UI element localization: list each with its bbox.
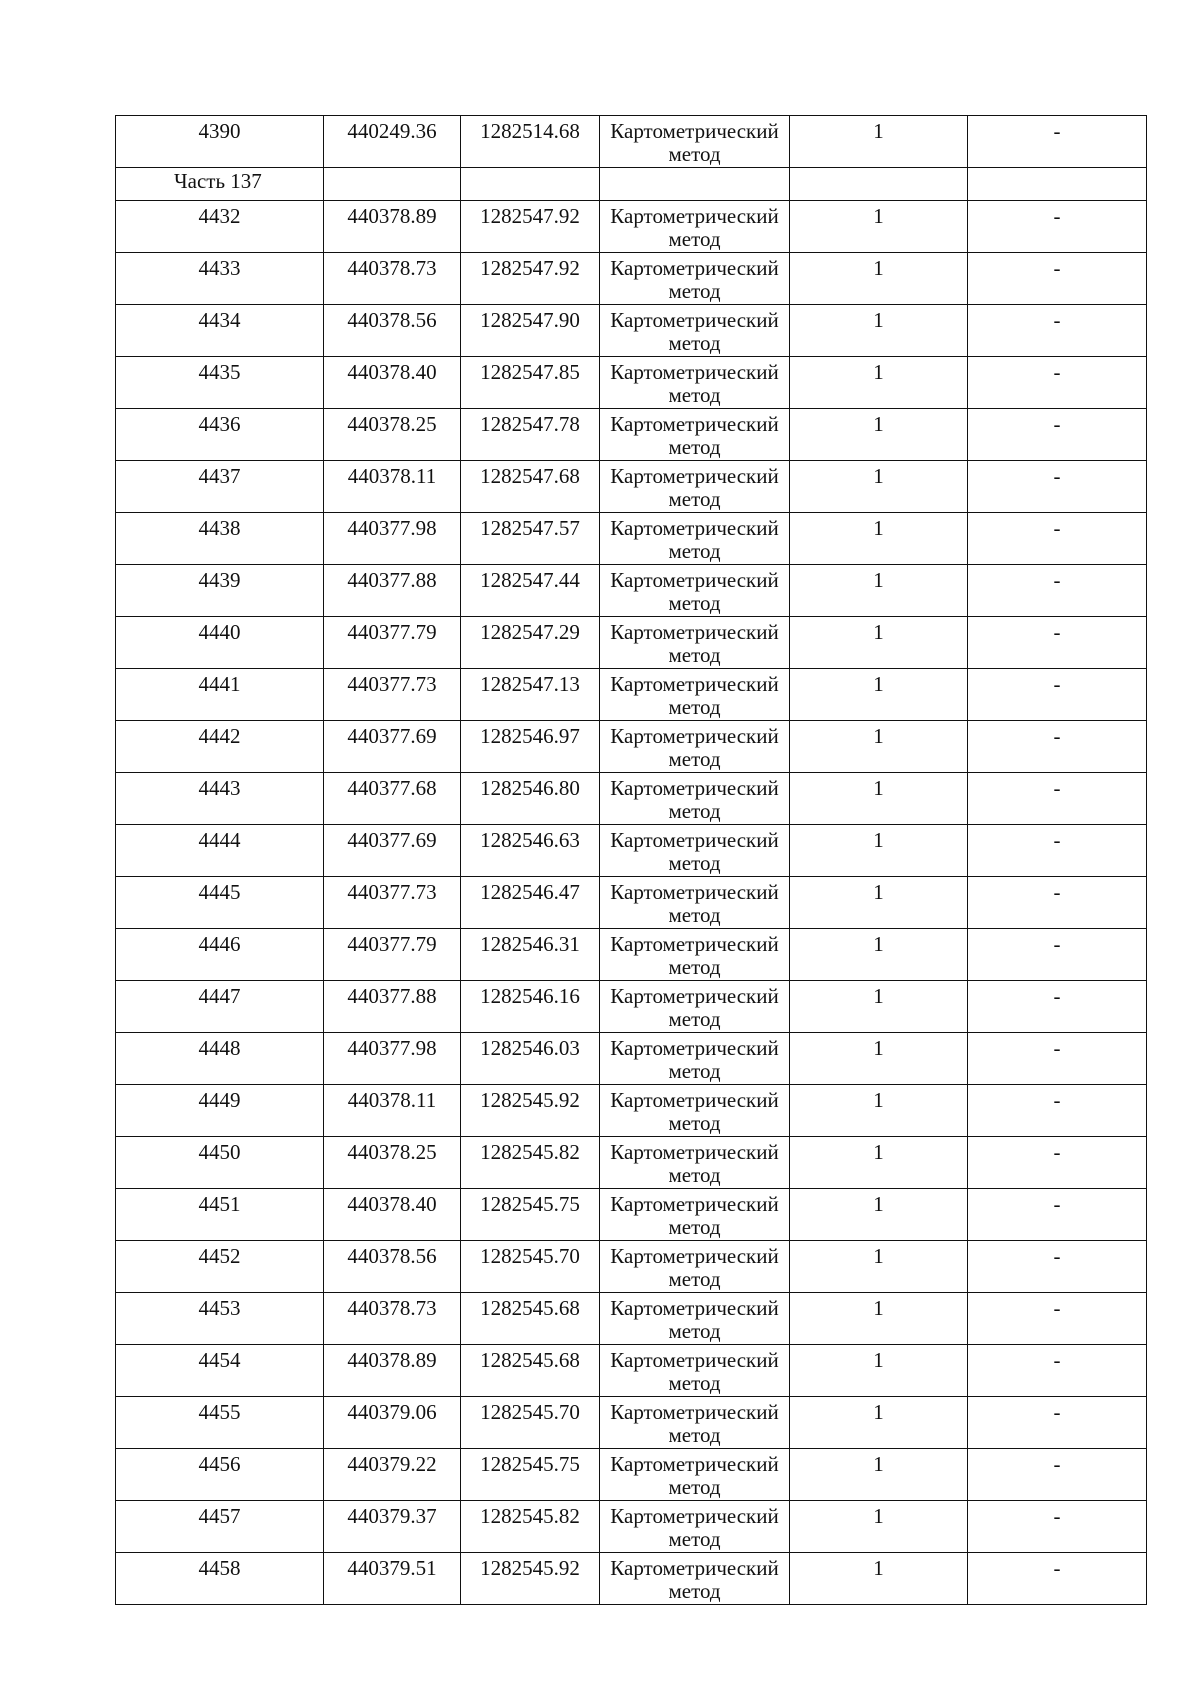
method-line2: метод [668, 1423, 721, 1447]
note: - [968, 201, 1147, 253]
accuracy: 1 [790, 877, 968, 929]
accuracy: 1 [790, 253, 968, 305]
method-line1: Картометрический [610, 1296, 779, 1320]
method-line1: Картометрический [610, 1452, 779, 1476]
note: - [968, 409, 1147, 461]
accuracy: 1 [790, 929, 968, 981]
coordinates-table-body [116, 116, 1147, 1605]
coord-y: 1282547.13 [461, 669, 600, 721]
method-cell [600, 1501, 790, 1553]
accuracy: 1 [790, 565, 968, 617]
accuracy: 1 [790, 669, 968, 721]
method-line2: метод [668, 851, 721, 875]
note: - [968, 721, 1147, 773]
coord-y: 1282547.68 [461, 461, 600, 513]
method-cell [600, 1085, 790, 1137]
method-line1: Картометрический [610, 308, 779, 332]
table-row [116, 1501, 1147, 1553]
coord-x: 440378.89 [324, 201, 461, 253]
method-line1: Картометрический [610, 1400, 779, 1424]
accuracy: 1 [790, 1189, 968, 1241]
accuracy: 1 [790, 1501, 968, 1553]
table-row [116, 617, 1147, 669]
coord-y: 1282546.31 [461, 929, 600, 981]
note: - [968, 1137, 1147, 1189]
point-number: 4446 [116, 929, 324, 981]
method-line1: Картометрический [610, 119, 779, 143]
note: - [968, 461, 1147, 513]
method-cell [600, 409, 790, 461]
method-cell [600, 201, 790, 253]
method-cell [600, 773, 790, 825]
accuracy: 1 [790, 1085, 968, 1137]
coord-x: 440378.89 [324, 1345, 461, 1397]
method-line1: Картометрический [610, 984, 779, 1008]
coord-y: 1282546.63 [461, 825, 600, 877]
method-line1: Картометрический [610, 1036, 779, 1060]
method-cell [600, 1137, 790, 1189]
method-line1: Картометрический [610, 880, 779, 904]
coord-x: 440379.37 [324, 1501, 461, 1553]
coord-x: 440378.56 [324, 305, 461, 357]
accuracy: 1 [790, 116, 968, 168]
method-line2: метод [668, 435, 721, 459]
accuracy: 1 [790, 1397, 968, 1449]
method-line1: Картометрический [610, 828, 779, 852]
method-line1: Картометрический [610, 776, 779, 800]
point-number: 4451 [116, 1189, 324, 1241]
method-line1: Картометрический [610, 256, 779, 280]
point-number: 4432 [116, 201, 324, 253]
method-cell [600, 1033, 790, 1085]
method-line2: метод [668, 1267, 721, 1291]
method-cell [600, 1241, 790, 1293]
accuracy: 1 [790, 305, 968, 357]
note: - [968, 1085, 1147, 1137]
method-cell [600, 461, 790, 513]
note: - [968, 877, 1147, 929]
method-cell [600, 513, 790, 565]
coord-x: 440378.25 [324, 1137, 461, 1189]
method-cell [600, 877, 790, 929]
empty-cell [968, 168, 1147, 201]
accuracy: 1 [790, 1293, 968, 1345]
coord-x: 440377.79 [324, 617, 461, 669]
method-line1: Картометрический [610, 932, 779, 956]
coord-y: 1282546.03 [461, 1033, 600, 1085]
note: - [968, 305, 1147, 357]
note: - [968, 1033, 1147, 1085]
method-cell [600, 253, 790, 305]
method-line1: Картометрический [610, 412, 779, 436]
accuracy: 1 [790, 1345, 968, 1397]
coord-y: 1282545.68 [461, 1345, 600, 1397]
point-number: 4435 [116, 357, 324, 409]
method-line1: Картометрический [610, 1140, 779, 1164]
note: - [968, 513, 1147, 565]
coord-y: 1282545.70 [461, 1241, 600, 1293]
coord-y: 1282545.92 [461, 1553, 600, 1605]
coord-y: 1282547.44 [461, 565, 600, 617]
table-row [116, 669, 1147, 721]
section-row [116, 168, 1147, 201]
note: - [968, 565, 1147, 617]
method-line2: метод [668, 747, 721, 771]
table-row [116, 1293, 1147, 1345]
method-line1: Картометрический [610, 516, 779, 540]
coord-y: 1282547.92 [461, 253, 600, 305]
method-line2: метод [668, 279, 721, 303]
method-cell [600, 1553, 790, 1605]
note: - [968, 929, 1147, 981]
point-number: 4442 [116, 721, 324, 773]
table-row [116, 1397, 1147, 1449]
note: - [968, 617, 1147, 669]
note: - [968, 1553, 1147, 1605]
point-number: 4450 [116, 1137, 324, 1189]
coord-x: 440377.73 [324, 669, 461, 721]
method-line2: метод [668, 142, 721, 166]
point-number: 4448 [116, 1033, 324, 1085]
table-row [116, 357, 1147, 409]
coordinates-table [115, 115, 1147, 1605]
coord-x: 440379.22 [324, 1449, 461, 1501]
method-cell [600, 1189, 790, 1241]
coord-x: 440378.73 [324, 253, 461, 305]
coord-x: 440378.11 [324, 1085, 461, 1137]
point-number: 4456 [116, 1449, 324, 1501]
coord-y: 1282546.97 [461, 721, 600, 773]
note: - [968, 669, 1147, 721]
table-row [116, 1085, 1147, 1137]
method-cell [600, 1345, 790, 1397]
method-line2: метод [668, 1475, 721, 1499]
method-cell [600, 1449, 790, 1501]
method-cell [600, 617, 790, 669]
accuracy: 1 [790, 1241, 968, 1293]
accuracy: 1 [790, 201, 968, 253]
method-line1: Картометрический [610, 464, 779, 488]
coord-x: 440378.73 [324, 1293, 461, 1345]
method-line1: Картометрический [610, 724, 779, 748]
table-row [116, 1033, 1147, 1085]
note: - [968, 1501, 1147, 1553]
coord-x: 440377.69 [324, 721, 461, 773]
coord-y: 1282547.85 [461, 357, 600, 409]
table-row [116, 116, 1147, 168]
method-cell [600, 721, 790, 773]
table-row [116, 305, 1147, 357]
method-cell [600, 669, 790, 721]
method-cell [600, 1397, 790, 1449]
table-row [116, 981, 1147, 1033]
method-cell [600, 565, 790, 617]
accuracy: 1 [790, 825, 968, 877]
coord-y: 1282547.92 [461, 201, 600, 253]
coord-x: 440378.25 [324, 409, 461, 461]
accuracy: 1 [790, 617, 968, 669]
note: - [968, 253, 1147, 305]
method-line2: метод [668, 1579, 721, 1603]
method-line1: Картометрический [610, 1556, 779, 1580]
empty-cell [461, 168, 600, 201]
coord-y: 1282547.29 [461, 617, 600, 669]
coord-x: 440377.98 [324, 1033, 461, 1085]
method-line1: Картометрический [610, 1192, 779, 1216]
point-number: 4443 [116, 773, 324, 825]
method-line2: метод [668, 383, 721, 407]
note: - [968, 1189, 1147, 1241]
coord-x: 440377.79 [324, 929, 461, 981]
table-row [116, 461, 1147, 513]
method-line2: метод [668, 799, 721, 823]
coord-y: 1282545.82 [461, 1501, 600, 1553]
coord-x: 440379.51 [324, 1553, 461, 1605]
table-row [116, 1189, 1147, 1241]
method-cell [600, 357, 790, 409]
coord-x: 440377.69 [324, 825, 461, 877]
method-line2: метод [668, 539, 721, 563]
method-line1: Картометрический [610, 1088, 779, 1112]
point-number: 4454 [116, 1345, 324, 1397]
empty-cell [324, 168, 461, 201]
coord-y: 1282545.75 [461, 1449, 600, 1501]
coord-y: 1282545.82 [461, 1137, 600, 1189]
point-number: 4453 [116, 1293, 324, 1345]
coord-y: 1282545.68 [461, 1293, 600, 1345]
coord-y: 1282546.80 [461, 773, 600, 825]
method-line2: метод [668, 591, 721, 615]
accuracy: 1 [790, 1449, 968, 1501]
coord-y: 1282546.16 [461, 981, 600, 1033]
method-line1: Картометрический [610, 360, 779, 384]
table-row [116, 513, 1147, 565]
coord-x: 440377.98 [324, 513, 461, 565]
coord-x: 440377.68 [324, 773, 461, 825]
accuracy: 1 [790, 1033, 968, 1085]
point-number: 4434 [116, 305, 324, 357]
note: - [968, 1241, 1147, 1293]
coord-y: 1282547.90 [461, 305, 600, 357]
method-line2: метод [668, 955, 721, 979]
method-line1: Картометрический [610, 672, 779, 696]
coord-y: 1282545.70 [461, 1397, 600, 1449]
method-line1: Картометрический [610, 1504, 779, 1528]
coord-y: 1282545.92 [461, 1085, 600, 1137]
note: - [968, 1397, 1147, 1449]
method-line1: Картометрический [610, 620, 779, 644]
note: - [968, 773, 1147, 825]
point-number: 4440 [116, 617, 324, 669]
method-cell [600, 305, 790, 357]
point-number: 4433 [116, 253, 324, 305]
method-cell [600, 825, 790, 877]
table-row [116, 565, 1147, 617]
coord-x: 440378.40 [324, 1189, 461, 1241]
accuracy: 1 [790, 461, 968, 513]
method-cell [600, 1293, 790, 1345]
table-row [116, 1449, 1147, 1501]
method-line1: Картометрический [610, 1244, 779, 1268]
method-cell [600, 981, 790, 1033]
method-line2: метод [668, 1215, 721, 1239]
method-line2: метод [668, 227, 721, 251]
point-number: 4437 [116, 461, 324, 513]
section-label: Часть 137 [116, 168, 324, 201]
method-line1: Картометрический [610, 1348, 779, 1372]
note: - [968, 1345, 1147, 1397]
coord-y: 1282546.47 [461, 877, 600, 929]
method-line2: метод [668, 1371, 721, 1395]
method-cell [600, 116, 790, 168]
coord-x: 440379.06 [324, 1397, 461, 1449]
method-cell [600, 929, 790, 981]
table-row [116, 721, 1147, 773]
note: - [968, 825, 1147, 877]
accuracy: 1 [790, 1137, 968, 1189]
method-line2: метод [668, 1163, 721, 1187]
coord-x: 440377.73 [324, 877, 461, 929]
point-number: 4444 [116, 825, 324, 877]
point-number: 4441 [116, 669, 324, 721]
method-line1: Картометрический [610, 204, 779, 228]
method-line2: метод [668, 695, 721, 719]
empty-cell [790, 168, 968, 201]
point-number: 4390 [116, 116, 324, 168]
accuracy: 1 [790, 513, 968, 565]
coord-x: 440378.56 [324, 1241, 461, 1293]
method-line2: метод [668, 331, 721, 355]
method-line1: Картометрический [610, 568, 779, 592]
note: - [968, 357, 1147, 409]
note: - [968, 1449, 1147, 1501]
table-row [116, 877, 1147, 929]
table-row [116, 253, 1147, 305]
coord-y: 1282547.78 [461, 409, 600, 461]
point-number: 4439 [116, 565, 324, 617]
point-number: 4452 [116, 1241, 324, 1293]
accuracy: 1 [790, 981, 968, 1033]
coord-x: 440378.11 [324, 461, 461, 513]
point-number: 4436 [116, 409, 324, 461]
method-line2: метод [668, 487, 721, 511]
note: - [968, 981, 1147, 1033]
table-row [116, 929, 1147, 981]
table-row [116, 409, 1147, 461]
accuracy: 1 [790, 357, 968, 409]
method-line2: метод [668, 1527, 721, 1551]
point-number: 4447 [116, 981, 324, 1033]
coord-y: 1282545.75 [461, 1189, 600, 1241]
point-number: 4445 [116, 877, 324, 929]
note: - [968, 116, 1147, 168]
accuracy: 1 [790, 773, 968, 825]
method-line2: метод [668, 643, 721, 667]
coord-x: 440377.88 [324, 981, 461, 1033]
coord-x: 440378.40 [324, 357, 461, 409]
coord-y: 1282547.57 [461, 513, 600, 565]
table-row [116, 201, 1147, 253]
method-line2: метод [668, 1319, 721, 1343]
point-number: 4455 [116, 1397, 324, 1449]
point-number: 4438 [116, 513, 324, 565]
method-line2: метод [668, 1059, 721, 1083]
table-row [116, 825, 1147, 877]
accuracy: 1 [790, 409, 968, 461]
table-row [116, 773, 1147, 825]
coord-x: 440377.88 [324, 565, 461, 617]
table-row [116, 1241, 1147, 1293]
empty-cell [600, 168, 790, 201]
table-row [116, 1137, 1147, 1189]
method-line2: метод [668, 1007, 721, 1031]
note: - [968, 1293, 1147, 1345]
accuracy: 1 [790, 721, 968, 773]
point-number: 4449 [116, 1085, 324, 1137]
coord-x: 440249.36 [324, 116, 461, 168]
table-row [116, 1345, 1147, 1397]
point-number: 4458 [116, 1553, 324, 1605]
coord-y: 1282514.68 [461, 116, 600, 168]
method-line2: метод [668, 903, 721, 927]
method-line2: метод [668, 1111, 721, 1135]
point-number: 4457 [116, 1501, 324, 1553]
table-row [116, 1553, 1147, 1605]
accuracy: 1 [790, 1553, 968, 1605]
